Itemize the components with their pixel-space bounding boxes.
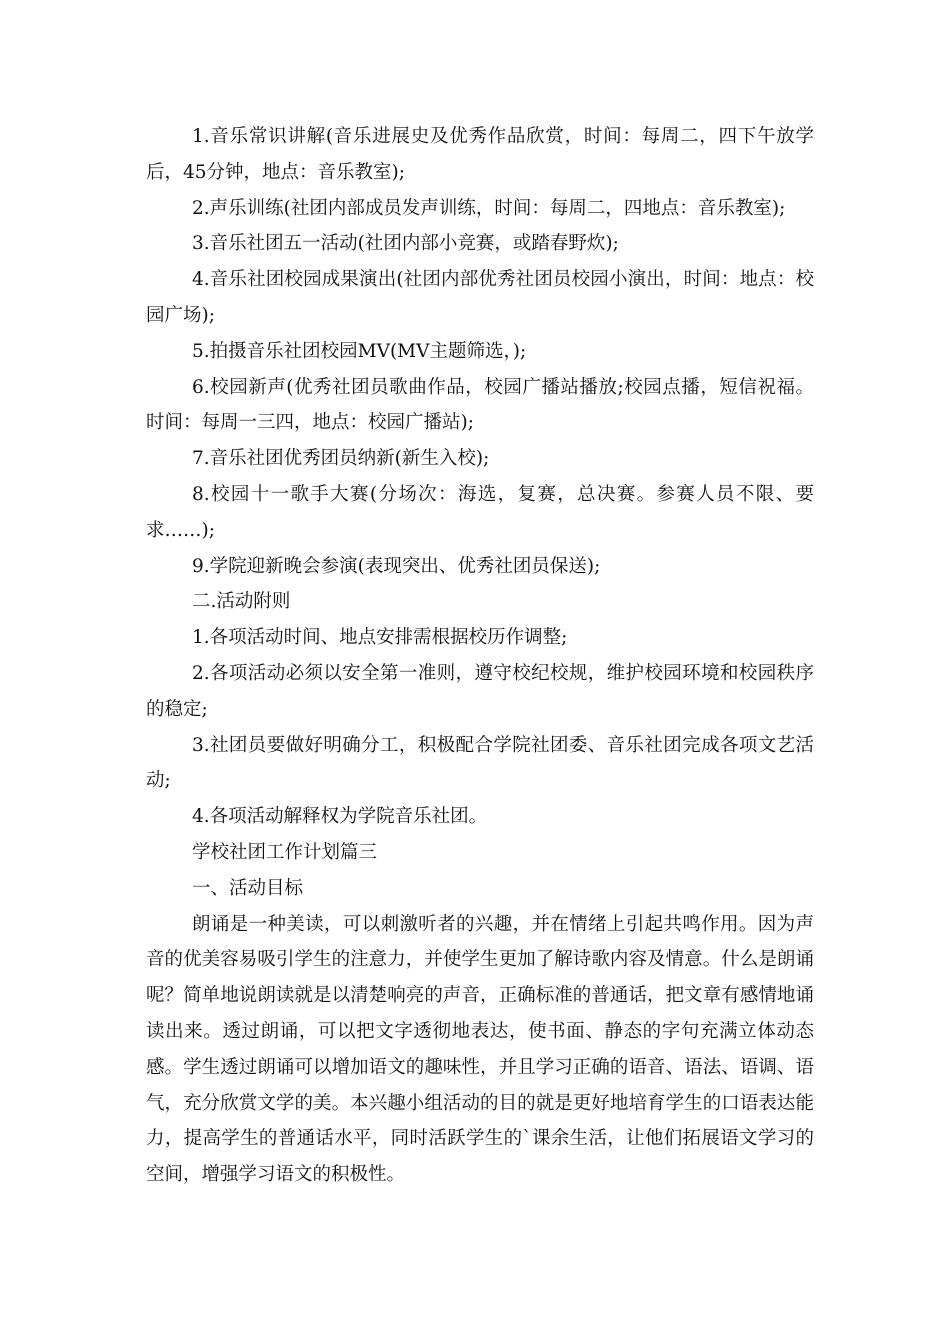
section-heading-rules: 二.活动附则 [192,591,291,613]
paragraph-rule-1: 1.各项活动时间、地点安排需根据校历作调整; [192,627,568,649]
paragraph-activity-3: 3.音乐社团五一活动(社团内部小竞赛，或踏春野炊); [192,233,619,255]
section-heading-goals: 一、活动目标 [192,877,304,899]
article-title: 学校社团工作计划篇三 [192,841,378,863]
paragraph-activity-9: 9.学院迎新晚会参演(表现突出、优秀社团员保送); [192,555,601,577]
paragraph-activity-5: 5.拍摄音乐社团校园MV(MV主题筛选，); [192,340,527,362]
paragraph-activity-1: 1.音乐常识讲解(音乐进展史及优秀作品欣赏，时间：每周二，四下午放学后，45分钟，地点：音乐教室); [146,126,814,183]
paragraph-activity-4: 4.音乐社团校园成果演出(社团内部优秀社团员校园小演出，时间：地点：校园广场); [146,269,814,326]
paragraph-activity-8: 8.校园十一歌手大赛(分场次：海选，复赛，总决赛。参赛人员不限、要求……); [146,483,814,541]
paragraph-rule-4: 4.各项活动解释权为学院音乐社团。 [192,806,488,828]
paragraph-rule-2: 2.各项活动必须以安全第一准则，遵守校纪校规，维护校园环境和校园秩序的稳定; [146,662,814,720]
paragraph-goals-body: 朗诵是一种美读，可以刺激听者的兴趣，并在情绪上引起共鸣作用。因为声音的优美容易吸引学生的注意力，并使学生更加了解诗歌内容及情意。什么是朗诵呢？简单地说朗读就是以清楚响亮的声音，正确标准的普通话，把文章有感情地诵读出来。透过朗诵，可以把文字透彻地表达，使书面、静态的字句充满立体动态感。学生透过朗诵可以增加语文的趣味性，并且学习正确的语音、语法、语调、语气，充分欣赏文学的美。本兴趣小组活动的目的就是更好地培育学生的口语表达能力，提高学生的普通话水平，同时活跃学生的`课余生活，让他们拓展语文学习的空间，增强学习语文的积极性。 [146,913,814,1186]
document-body [146,119,814,1193]
paragraph-activity-6: 6.校园新声(优秀社团员歌曲作品，校园广播站播放;校园点播，短信祝福。时间：每周一三四，地点：校园广播站); [146,376,814,434]
paragraph-rule-3: 3.社团员要做好明确分工，积极配合学院社团委、音乐社团完成各项文艺活动; [146,734,814,792]
paragraph-activity-7: 7.音乐社团优秀团员纳新(新生入校); [192,448,490,470]
paragraph-activity-2: 2.声乐训练(社团内部成员发声训练，时间：每周二，四地点：音乐教室); [192,197,786,219]
